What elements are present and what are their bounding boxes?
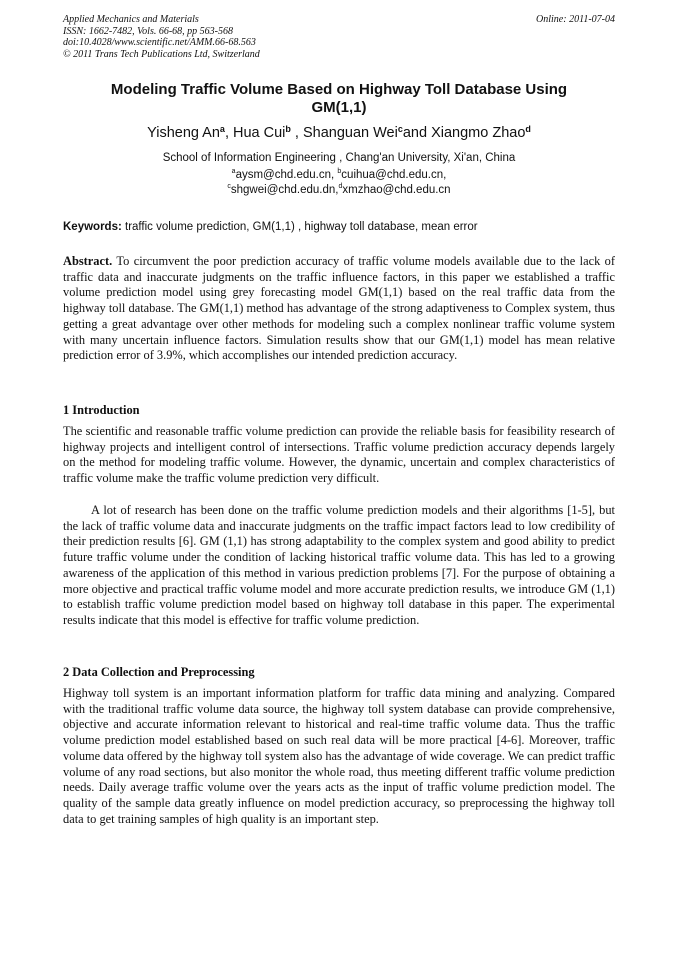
keywords-text: traffic volume prediction, GM(1,1) , highway toll database, mean error [125, 221, 478, 233]
copyright: © 2011 Trans Tech Publications Ltd, Switzerland [63, 48, 260, 60]
author-name: Shanguan Wei [302, 125, 398, 141]
author-emails [40, 168, 638, 198]
abstract-label: Abstract. [63, 254, 113, 268]
email[interactable]: aysm@chd.edu.cn, [235, 169, 335, 181]
author-mark: d [525, 124, 531, 134]
title-line-1: Modeling Traffic Volume Based on Highway Toll Database Using [110, 81, 568, 98]
author-mark: b [285, 124, 291, 134]
doi: doi:10.4028/www.scientific.net/AMM.66-68.563 [63, 37, 256, 48]
title-line-2: GM(1,1) [311, 99, 367, 116]
section-1-paragraph-1: The scientific and reasonable traffic volume prediction can provide the reliable basis for feasibility research of highway projects and intelligent control of intersections. Traffic volume prediction accuracy depends largely on the method for modeling traffic volume. However, the dynamic, uncertain and complex characteristics of traffic volume make the traffic volume prediction very difficult. [63, 424, 615, 486]
affiliation: School of Information Engineering , Chang'an University, Xi'an, China [162, 152, 516, 164]
email[interactable]: xmzhao@chd.edu.cn [342, 184, 451, 196]
abstract [63, 254, 615, 364]
section-1-heading: 1 Introduction [63, 403, 140, 417]
journal-header [63, 14, 615, 60]
author-mark: c [397, 124, 403, 134]
email[interactable]: cuihua@chd.edu.cn, [341, 169, 447, 181]
author-mark: a [219, 124, 225, 134]
issn: ISSN: 1662-7482, Vols. 66-68, pp 563-568 [63, 25, 233, 37]
keywords [63, 220, 615, 234]
email[interactable]: shgwei@chd.edu.dn, [230, 184, 339, 196]
journal-name: Applied Mechanics and Materials [63, 14, 199, 25]
author-list: Yisheng An$^a$, Hua Cui$^b$ , Shanguan Wei$^c$and Xiangmo Zhao$^d$ [147, 124, 531, 141]
email-mark: b [337, 168, 342, 175]
author-name: Hua Cui [233, 125, 286, 141]
section-2-paragraph-1: Highway toll system is an important information platform for traffic data mining and analyzing. Compared with the traditional traffic volume data source, the highway toll system database can provide comprehensive, objective and accurate information relevant to historical and real-time traffic volume data. Thus the traffic volume prediction model established based on such real data will be more practical [4-6]. Moreover, traffic volume data offered by the highway toll system also has the advantage of wide coverage. We can predict traffic volume of any road sections, but also monitor the whole road, thus meeting different traffic volume prediction needs. Daily average traffic volume over the years acts as the input of traffic volume prediction model. The quality of the sample data greatly influence on model prediction accuracy, so preprocessing the highway toll data to get training samples of high quality is an important step. [63, 686, 615, 826]
section-1-paragraph-2: A lot of research has been done on the traffic volume prediction models and their algorithms [1-5], but the lack of traffic volume data and inaccurate judgments on the traffic impact factors lead to low credibility of their prediction results [6]. GM (1,1) has strong adaptability to the complex system and good ability to predict future traffic volume under the condition of lacking historical traffic volume data. This has led to a growing awareness of the application of this method in various prediction problems [7]. For the purpose of obtaining a more objective and practical traffic volume model and more accurate prediction results, we introduce GM (1,1) to establish traffic volume prediction model based on highway toll database in this paper. The experimental results indicate that this model is effective for traffic volume prediction. [63, 503, 615, 627]
email-mark: c [227, 183, 231, 190]
email-line-2 [40, 183, 638, 198]
author-name: Yisheng An [147, 125, 220, 141]
author-name: Xiangmo Zhao [431, 125, 526, 141]
paper-title [70, 81, 608, 117]
email-mark: a [231, 168, 236, 175]
keywords-label: Keywords: [63, 221, 122, 233]
email-line-1 [40, 168, 638, 183]
email-mark: d [338, 183, 343, 190]
online-date: Online: 2011-07-04 [536, 14, 615, 25]
section-2-heading: 2 Data Collection and Preprocessing [63, 665, 255, 679]
abstract-text: To circumvent the poor prediction accuracy of traffic volume models available due to the lack of traffic data and inaccurate judgments on the traffic influence factors, in this paper we established a traffic volume prediction model using grey forecasting model GM(1,1) based on the real traffic data from the highway toll database. The GM(1,1) method has advantage of the strong adaptiveness to Complex system, thus getting a great advantage over other methods for modeling such a complex nonlinear traffic volume system with many uncertain influence factors. Simulation results show that our GM(1,1) model has mean relative prediction error of 3.9%, which accomplishes our intended prediction accuracy. [63, 254, 616, 363]
